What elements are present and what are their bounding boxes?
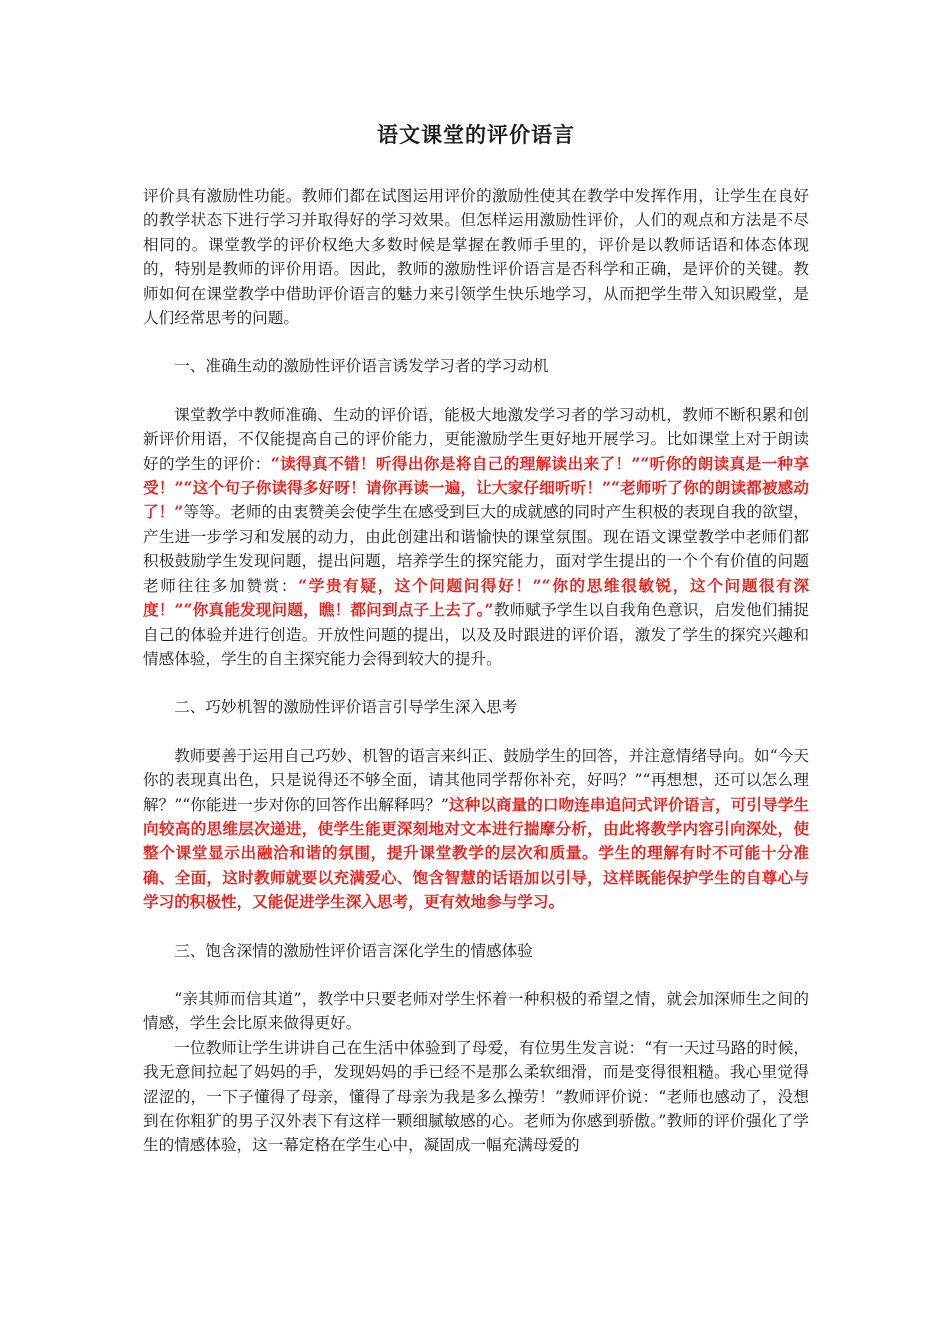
page-title: 语文课堂的评价语言 <box>377 122 575 147</box>
intro-paragraph: 评价具有激励性功能。教师们都在试图运用评价的激励性使其在教学中发挥作用，让学生在良好的教学状态下进行学习并取得好的学习效果。但怎样运用激励性评价，人们的观点和方法是不尽相同的。课堂教学的评价权绝大多数时候是掌握在教师手里的，评价是以教师话语和体态体现的，特别是教师的评价用语。因此，教师的激励性评价语言是否科学和正确，是评价的关键。教师如何在课堂教学中借助评价语言的魅力来引领学生快乐地学习，从而把学生带入知识殿堂，是人们经常思考的问题。 <box>143 187 809 328</box>
section-1-text-b: 等等。老师的由衷赞美会使学生在感受到巨大的成就感的同时产生积极的表现自我的欲望，产生进一步学习和发展的动力，由此创建出和谐愉快的课堂氛围。现在语文课堂教学中老师们都积极鼓励学生发现问题，提出问题，培养学生的探究能力，面对学生提出的一个个有价值的问题老师往往多加赞赏： <box>143 503 809 595</box>
section-1-text-a: 课堂教学中教师准确、生动的评价语，能极大地激发学习者的学习动机，教师不断积累和创新评价用语，不仅能提高自己的评价能力，更能激励学生更好地开展学习。比如课堂上对于朗读好的学生的评价： <box>143 405 809 473</box>
section-1-text-c: 教师赋予学生以自我角色意识，启发他们捕捉自己的体验并进行创造。开放性问题的提出，以及及时跟进的评价语，激发了学生的探究兴趣和情感体验，学生的自主探究能力会得到较大的提升。 <box>143 601 809 668</box>
section-3-paragraph-2: 一位教师让学生讲讲自己在生活中体验到了母爱，有位男生发言说：“有一天过马路的时候，我无意间拉起了妈妈的手，发现妈妈的手已经不是那么柔软细滑，而是变得很粗糙。我心里觉得涩涩的，一下子懂得了母亲，懂得了母亲为我是多么操劳！”教师评价说：“老师也感动了，没想到在你粗犷的男子汉外表下有这样一颗细腻敏感的心。老师为你感到骄傲。”教师的评价强化了学生的情感体验，这一幕定格在学生心中，凝固成一幅充满母爱的 <box>143 1038 809 1155</box>
section-2-paragraph <box>143 744 809 915</box>
section-1-heading: 一、准确生动的激励性评价语言诱发学习者的学习动机 <box>174 357 549 376</box>
section-1-paragraph <box>143 403 809 671</box>
section-1-highlight-2: “学贵有疑，这个问题问得好！”“你的思维很敏锐，这个问题很有深度！”“你真能发现问题，瞧！都问到点子上去了。” <box>143 575 809 620</box>
document-page <box>143 120 809 1158</box>
section-2-highlight: 这种以商量的口吻连串追问式评价语言，可引导学生向较高的思维层次递进，使学生能更深刻地对文本进行揣摩分析，由此将教学内容引向深处，使整个课堂显示出融洽和谐的氛围，提升课堂教学的层次和质量。学生的理解有时不可能十分准确、全面，这时教师就要以充满爱心、饱含智慧的话语加以引导，这样既能保护学生的自尊心与学习的积极性，又能促进学生深入思考，更有效地参与学习。 <box>143 794 809 912</box>
section-2-heading: 二、巧妙机智的激励性评价语言引导学生深入思考 <box>174 698 518 717</box>
section-1-highlight-1: “读得真不错！听得出你是将自己的理解读出来了！”“听你的朗读真是一种享受！”“这个句子你读得多好呀！请你再读一遍，让大家仔细听听！”“老师听了你的朗读都被感动了！” <box>143 453 809 522</box>
section-3-heading: 三、饱含深情的激励性评价语言深化学生的情感体验 <box>174 941 533 960</box>
section-2-text-a: 教师要善于运用自己巧妙、机智的语言来纠正、鼓励学生的回答，并注意情绪导向。如“今天你的表现真出色，只是说得还不够全面，请其他同学帮你补充，好吗？”“再想想，还可以怎么理解？”“你能进一步对你的回答作出解释吗？” <box>143 746 809 814</box>
section-3-paragraph-1: “亲其师而信其道”，教学中只要老师对学生怀着一种积极的希望之情，就会加深师生之间的情感，学生会比原来做得更好。 <box>143 989 809 1033</box>
